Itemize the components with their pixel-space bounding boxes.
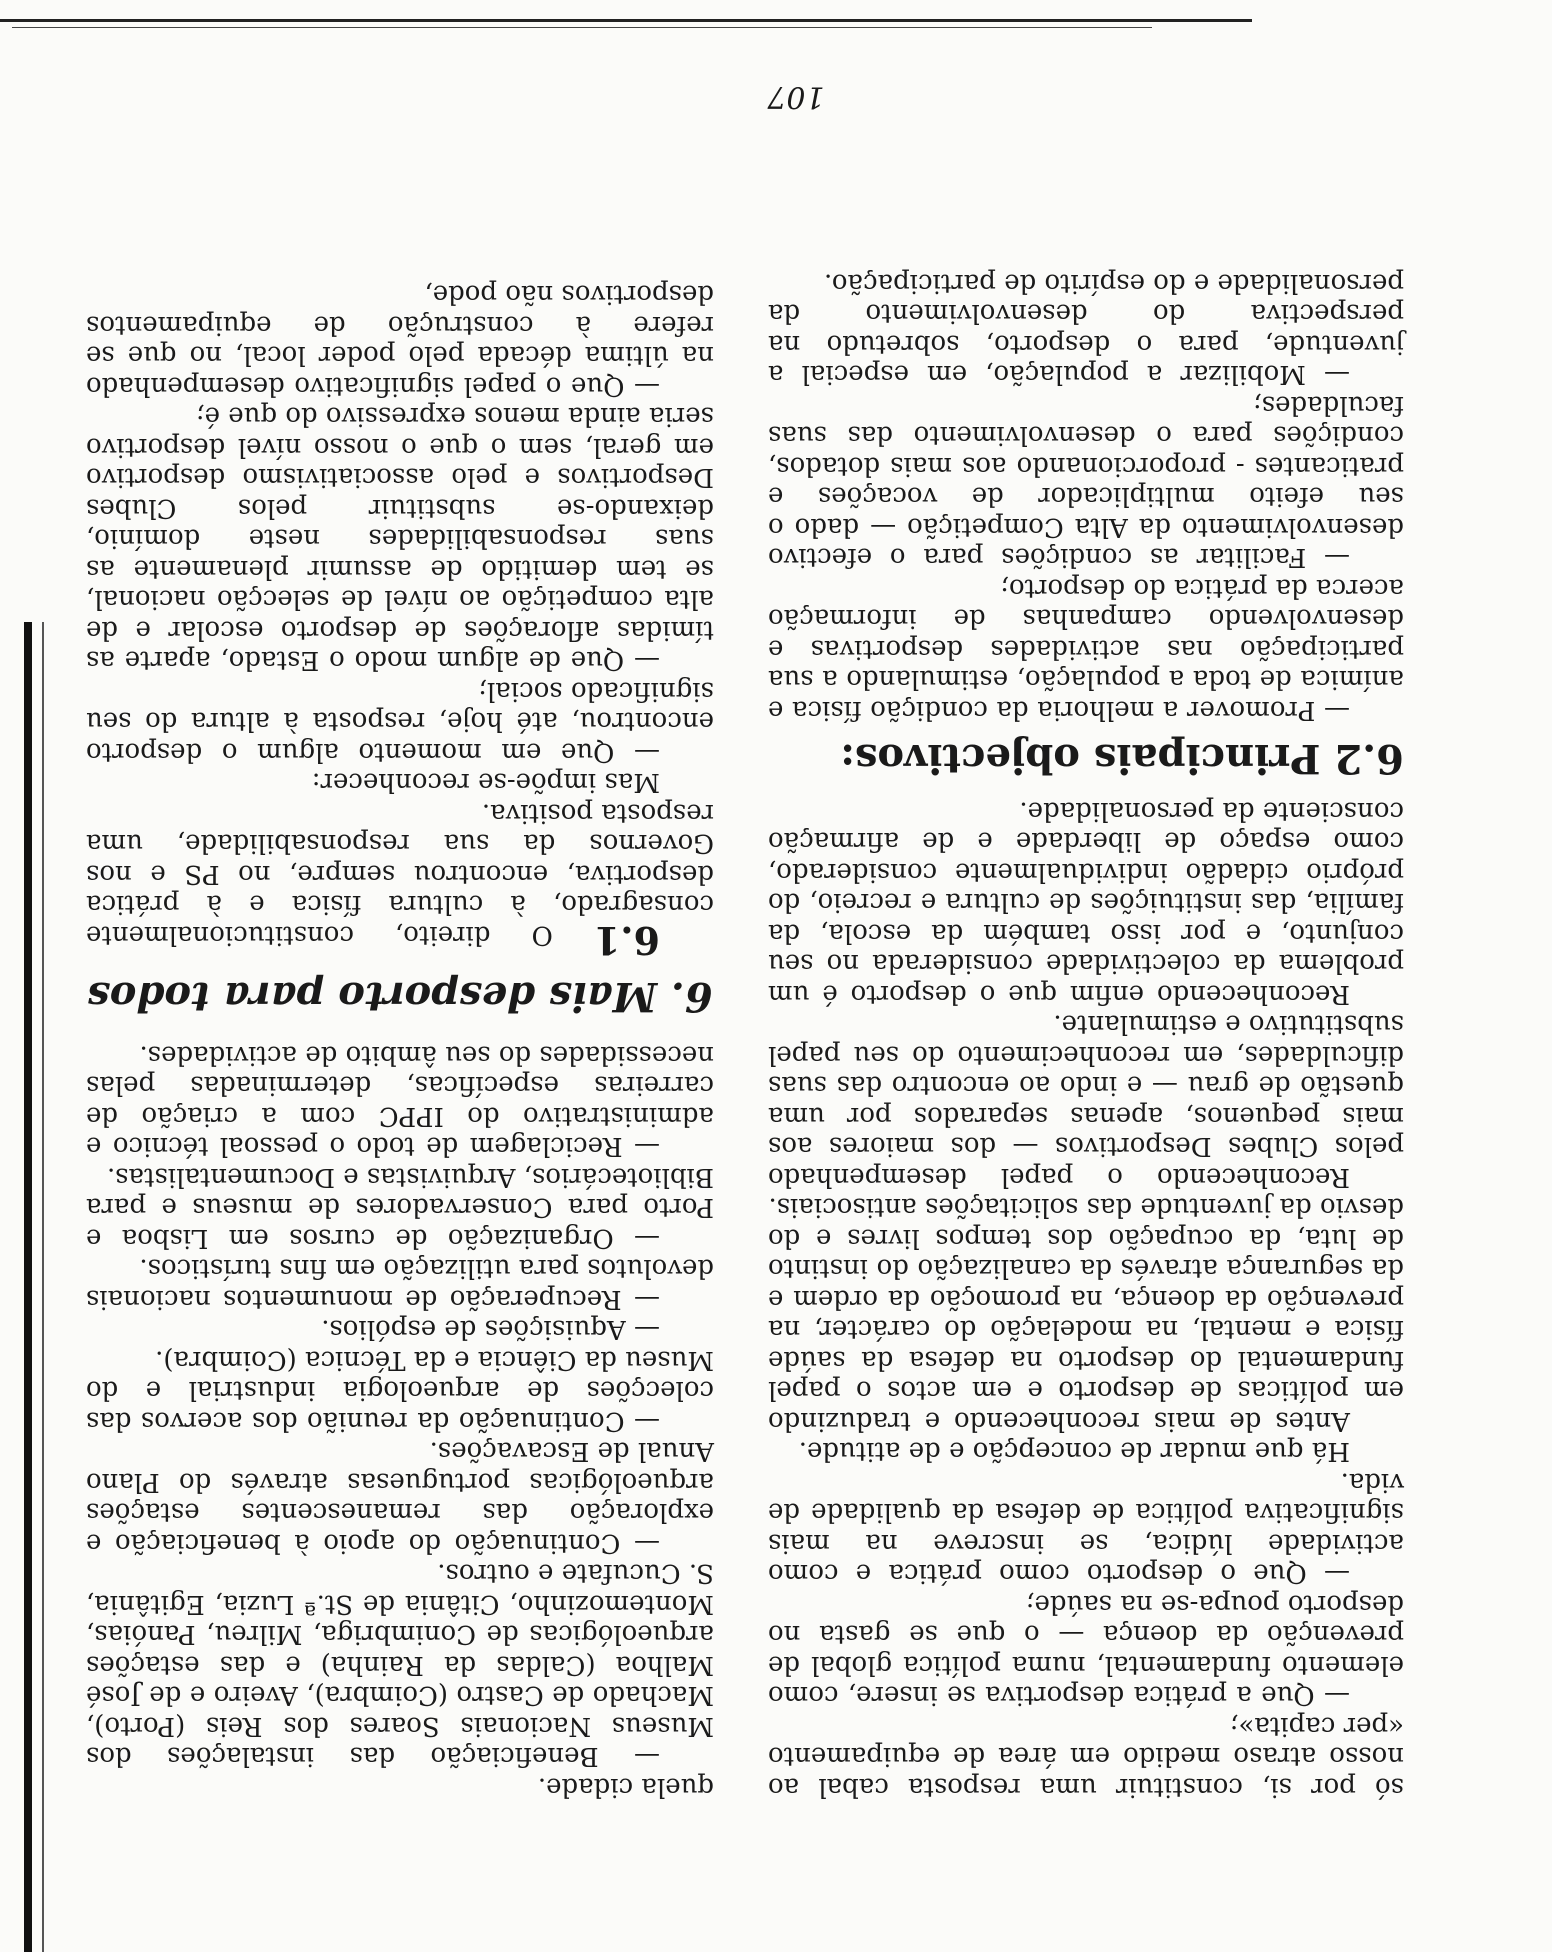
list-item: — Que em momento algum o desporto encontrou, até hoje, resposta à altura do seu significado social;	[86, 676, 714, 767]
list-item: — Beneficiação das instalações dos Museus Nacionais Soares dos Reis (Porto), Machado de Castro (Coimbra), Aveiro e de José Malhoa (Caldas da Rainha) e das estações arqueológicas de Conimbriga, Milreu, Panóias, Montemozinho, Citânia de St.ª Luzia, Egitânia, S. Cucufate e outros.	[86, 1558, 714, 1772]
top-rule-thin	[12, 27, 1152, 28]
paragraph: Mas impõe-se reconhecer:	[311, 767, 660, 798]
list-item: — Organização de cursos em Lisboa e Porto para Conservadores de museus e para Bibliotecários, Arquivistas e Documentalistas.	[86, 1162, 714, 1253]
paragraph: — Que o desporto como prática e como actividade lúdica, se inscreve na mais significativa política de defesa da qualidade de vida.	[768, 1467, 1404, 1589]
objective-item: — Mobilizar a população, em especial a juventude, para o desporto, sobretudo na perspectiva do desenvolvimento da personalidade e do espírito de participação.	[768, 268, 1404, 390]
list-item: — Aquisições de espólios.	[321, 1314, 660, 1345]
page-edge-shadow	[24, 622, 32, 1952]
top-rule	[0, 19, 1252, 22]
section-intro	[86, 798, 714, 963]
left-column	[768, 268, 1404, 1803]
right-column	[86, 279, 714, 1802]
section-number: 6.1	[593, 918, 660, 963]
page-edge-line	[42, 622, 44, 1952]
list-item: — Continuação da reunião dos acervos das colecções de arqueologia industrial e do Museu da Ciência e da Técnica (Coimbra).	[86, 1345, 714, 1436]
paragraph: Há que mudar de concepção e de atitude.	[798, 1436, 1350, 1467]
paragraph: Reconhecendo enfim que o desporto é um problema da colectividade considerada no seu conjunto, e por isso também da escola, da família, das instituições de cultura e recreio, do próprio cidadão individualmente considerado, como espaço de liberdade e de afirmação consciente da personalidade.	[768, 796, 1404, 1009]
paragraph: quela cidade.	[537, 1772, 714, 1802]
paragraph: — Que a prática desportiva se insere, como elemento fundamental, numa política global de prevenção da doença — o que se gasta no desporto poupa-se na saúde;	[768, 1589, 1404, 1711]
list-item: — Recuperação de monumentos nacionais devolutos para utilização em fins turísticos.	[86, 1253, 714, 1314]
objective-item: — Facilitar as condições para o efectivo desenvolvimento da Alta Competição — dado o seu efeito multiplicador de vocações e praticantes - proporcionando aos mais dotados, condições para o desenvolvimento das suas faculdades;	[768, 390, 1404, 573]
objective-item: — Promover a melhoria da condição física e anímica de toda a população, estimulando a sua participação nas actividades desportivas e desenvolvendo campanhas de informação acerca da prática do desporto;	[768, 573, 1404, 725]
paragraph: só por si, constituir uma resposta cabal ao nosso atraso medido em área de equipamento «per capita»;	[768, 1711, 1404, 1802]
page-number: 107	[767, 79, 825, 114]
paragraph: Antes de mais reconhecendo e traduzindo em políticas de desporto e em actos o papel fundamental do desporto na defesa da saúde física e mental, na modelação do carácter, na prevenção da doença, na promoção da ordem e da segurança através da canalização do instinto de luta, da ocupação dos tempos livres e do desvio da juventude das solicitações antisociais.	[768, 1192, 1404, 1436]
section-intro-text: O direito, constitucionalmente consagrado, à cultura física e à prática desportiva, encontrou sempre, no PS e nos Governos da sua responsabilidade, uma resposta positiva.	[86, 798, 714, 950]
list-item: — Continuação do apoio à beneficiação e exploração das remanescentes estações arqueológicas portuguesas através do Plano Anual de Escavações.	[86, 1436, 714, 1558]
list-item: — Reciclagem de todo o pessoal técnico e administrativo do IPPC com a criação de carreiras específicas, determinadas pelas necessidades do seu âmbito de actividades.	[86, 1040, 714, 1162]
list-item: — Que de algum modo o Estado, aparte as tímidas aflorações de desporto escolar e de alta competição ao nível de selecção nacional, se tem demitido de assumir plenamente as suas responsabilidades neste domínio, deixando-se substituir pelos Clubes Desportivos e pelo associativismo desportivo em geral, sem o que o nosso nível desportivo seria ainda menos expressivo do que é;	[86, 401, 714, 676]
subsection-title: 6.2 Principais objectivos:	[840, 735, 1404, 783]
paragraph: Reconhecendo o papel desempenhado pelos Clubes Desportivos — dos maiores aos mais pequenos, apenas separados por uma questão de grau — e indo ao encontro das suas dificuldades, em reconhecimento do seu papel substitutivo e estimulante.	[768, 1009, 1404, 1192]
section-title: 6. Mais desporto para todos	[87, 973, 713, 1021]
list-item: — Que o papel significativo desempenhado na última década pelo poder local, no que se refere à construção de equipamentos desportivos não pode,	[86, 279, 714, 401]
